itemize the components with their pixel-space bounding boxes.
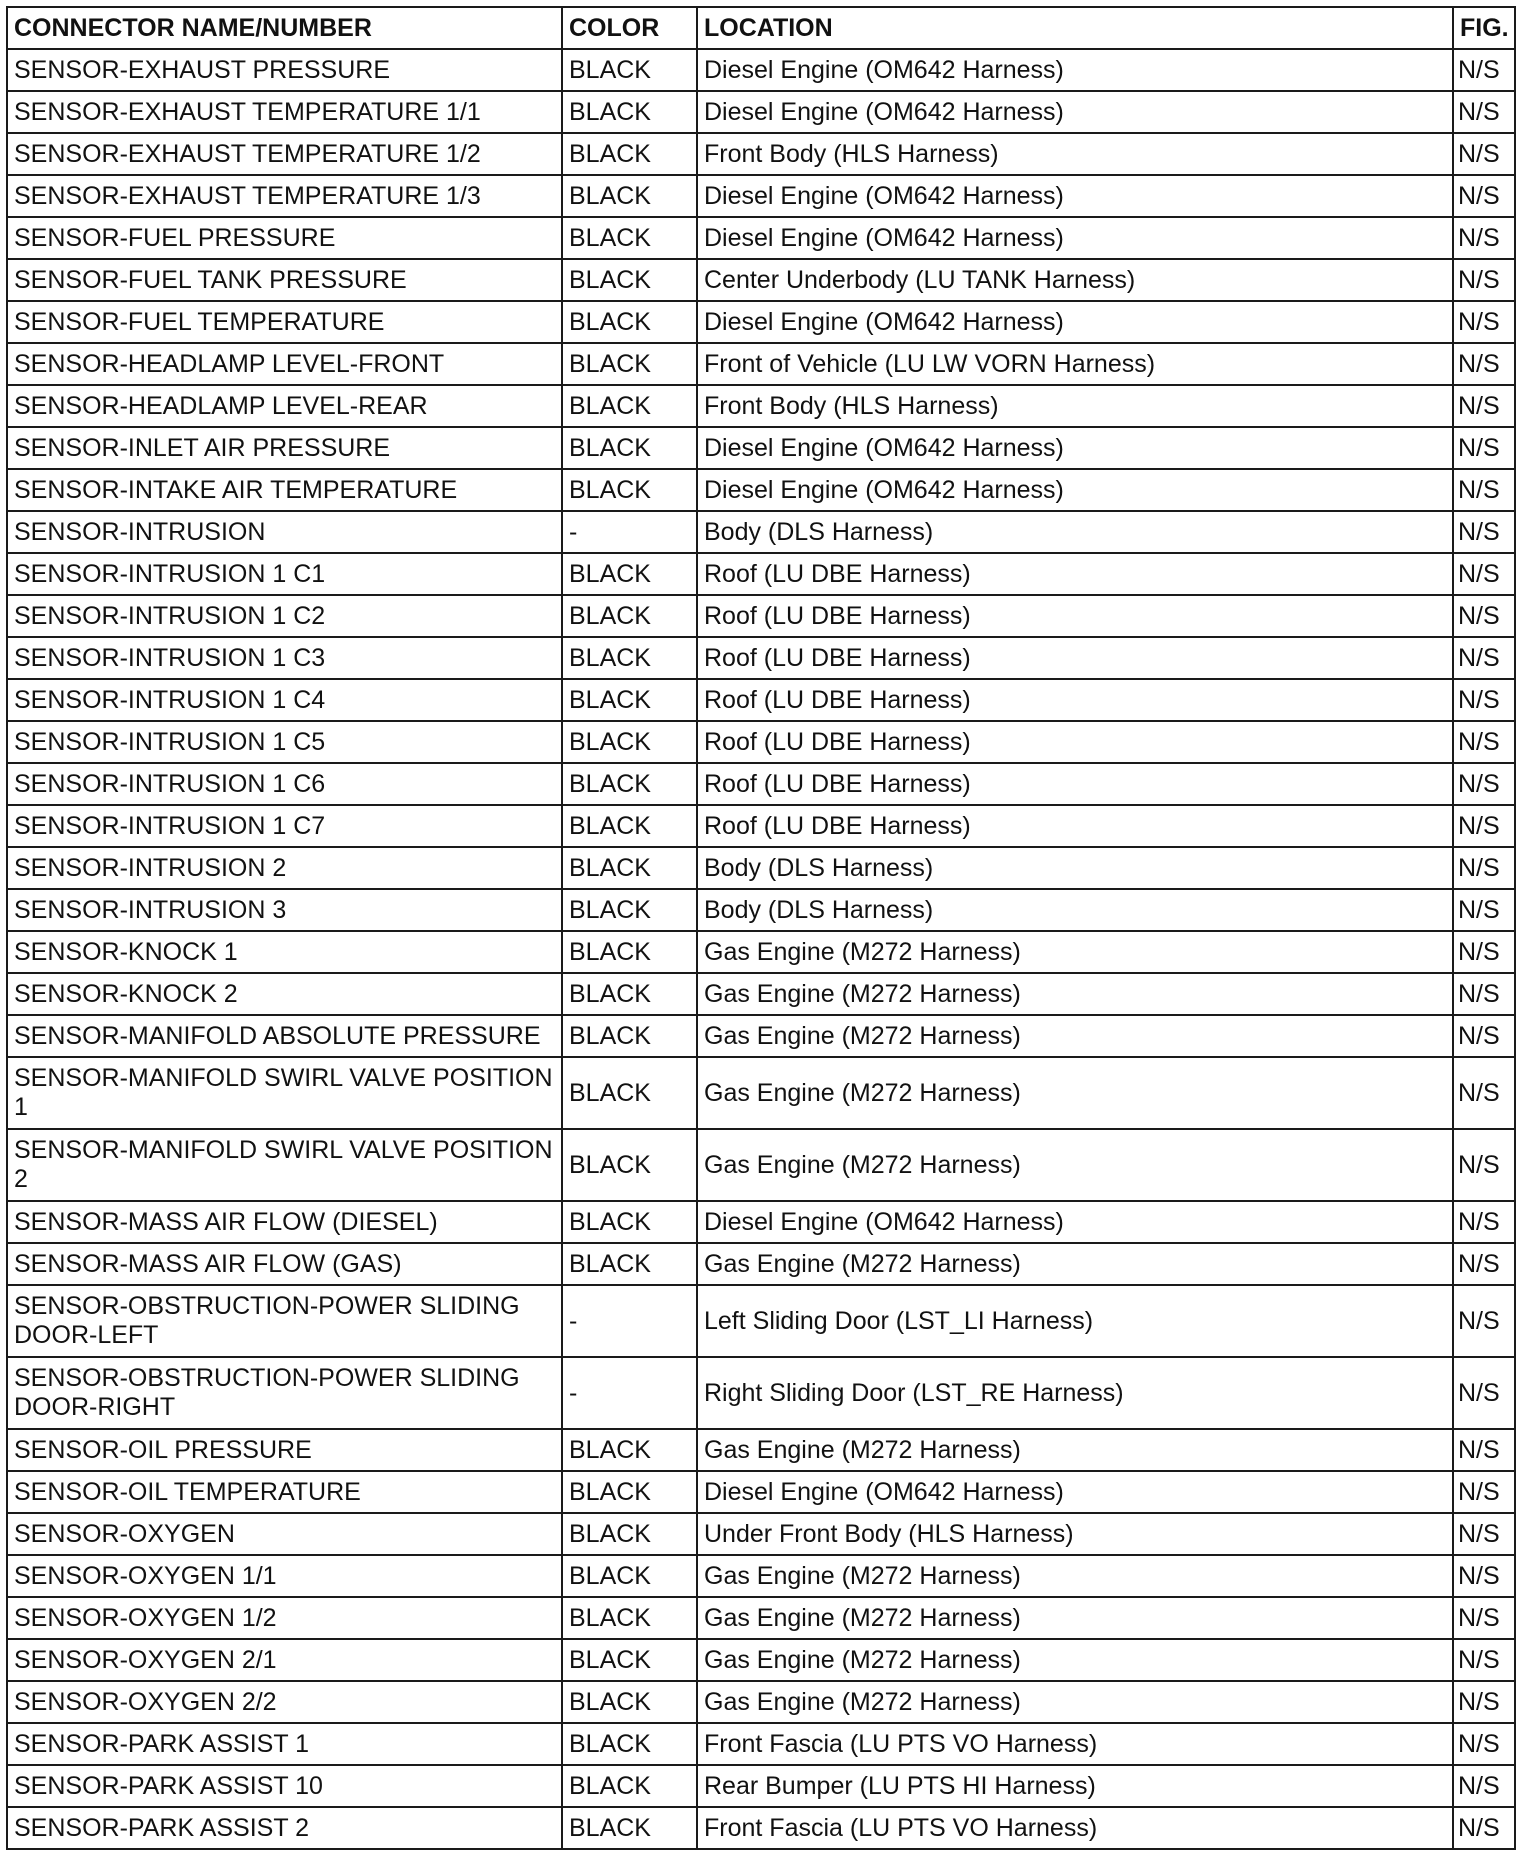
table-row bbox=[7, 343, 1515, 385]
cell-fig: N/S bbox=[1453, 679, 1515, 721]
header-row bbox=[7, 7, 1515, 49]
cell-fig: N/S bbox=[1453, 1639, 1515, 1681]
cell-connector-name: SENSOR-MASS AIR FLOW (GAS) bbox=[7, 1243, 562, 1285]
header-location: LOCATION bbox=[697, 7, 1453, 49]
cell-fig: N/S bbox=[1453, 805, 1515, 847]
cell-fig: N/S bbox=[1453, 1513, 1515, 1555]
table-row bbox=[7, 511, 1515, 553]
cell-fig: N/S bbox=[1453, 217, 1515, 259]
cell-color: BLACK bbox=[562, 553, 697, 595]
cell-color: BLACK bbox=[562, 1513, 697, 1555]
cell-fig: N/S bbox=[1453, 1765, 1515, 1807]
cell-connector-name: SENSOR-FUEL PRESSURE bbox=[7, 217, 562, 259]
cell-location: Roof (LU DBE Harness) bbox=[697, 679, 1453, 721]
cell-location: Roof (LU DBE Harness) bbox=[697, 637, 1453, 679]
table-row bbox=[7, 385, 1515, 427]
cell-connector-name: SENSOR-FUEL TANK PRESSURE bbox=[7, 259, 562, 301]
cell-location: Roof (LU DBE Harness) bbox=[697, 553, 1453, 595]
cell-location: Diesel Engine (OM642 Harness) bbox=[697, 469, 1453, 511]
cell-location: Gas Engine (M272 Harness) bbox=[697, 1639, 1453, 1681]
cell-fig: N/S bbox=[1453, 973, 1515, 1015]
table-row bbox=[7, 889, 1515, 931]
cell-location: Diesel Engine (OM642 Harness) bbox=[697, 175, 1453, 217]
table-row bbox=[7, 973, 1515, 1015]
cell-color: BLACK bbox=[562, 259, 697, 301]
cell-connector-name: SENSOR-PARK ASSIST 2 bbox=[7, 1807, 562, 1849]
cell-fig: N/S bbox=[1453, 721, 1515, 763]
cell-fig: N/S bbox=[1453, 343, 1515, 385]
table-row bbox=[7, 1555, 1515, 1597]
cell-color: BLACK bbox=[562, 427, 697, 469]
cell-location: Front Fascia (LU PTS VO Harness) bbox=[697, 1807, 1453, 1849]
cell-connector-name: SENSOR-MANIFOLD SWIRL VALVE POSITION 2 bbox=[7, 1129, 562, 1201]
cell-connector-name: SENSOR-INTRUSION 1 C4 bbox=[7, 679, 562, 721]
cell-fig: N/S bbox=[1453, 1807, 1515, 1849]
cell-connector-name: SENSOR-INTRUSION 1 C2 bbox=[7, 595, 562, 637]
table-row bbox=[7, 49, 1515, 91]
table-row bbox=[7, 553, 1515, 595]
cell-location: Gas Engine (M272 Harness) bbox=[697, 1681, 1453, 1723]
cell-color: BLACK bbox=[562, 1129, 697, 1201]
cell-color: BLACK bbox=[562, 385, 697, 427]
cell-location: Roof (LU DBE Harness) bbox=[697, 763, 1453, 805]
cell-color: BLACK bbox=[562, 763, 697, 805]
cell-fig: N/S bbox=[1453, 847, 1515, 889]
cell-location: Diesel Engine (OM642 Harness) bbox=[697, 217, 1453, 259]
cell-color: - bbox=[562, 1285, 697, 1357]
cell-color: BLACK bbox=[562, 301, 697, 343]
cell-fig: N/S bbox=[1453, 1681, 1515, 1723]
cell-color: BLACK bbox=[562, 805, 697, 847]
cell-fig: N/S bbox=[1453, 1243, 1515, 1285]
cell-connector-name: SENSOR-OXYGEN bbox=[7, 1513, 562, 1555]
cell-color: BLACK bbox=[562, 49, 697, 91]
table-row bbox=[7, 1597, 1515, 1639]
cell-color: BLACK bbox=[562, 1597, 697, 1639]
cell-location: Under Front Body (HLS Harness) bbox=[697, 1513, 1453, 1555]
cell-connector-name: SENSOR-INLET AIR PRESSURE bbox=[7, 427, 562, 469]
cell-location: Gas Engine (M272 Harness) bbox=[697, 1015, 1453, 1057]
cell-location: Diesel Engine (OM642 Harness) bbox=[697, 1471, 1453, 1513]
table-row bbox=[7, 1129, 1515, 1201]
cell-location: Gas Engine (M272 Harness) bbox=[697, 931, 1453, 973]
table-row bbox=[7, 1201, 1515, 1243]
cell-fig: N/S bbox=[1453, 1471, 1515, 1513]
cell-fig: N/S bbox=[1453, 637, 1515, 679]
cell-connector-name: SENSOR-KNOCK 1 bbox=[7, 931, 562, 973]
table-row bbox=[7, 763, 1515, 805]
cell-fig: N/S bbox=[1453, 1357, 1515, 1429]
table-row bbox=[7, 679, 1515, 721]
cell-location: Right Sliding Door (LST_RE Harness) bbox=[697, 1357, 1453, 1429]
cell-location: Gas Engine (M272 Harness) bbox=[697, 1243, 1453, 1285]
cell-location: Gas Engine (M272 Harness) bbox=[697, 973, 1453, 1015]
table-row bbox=[7, 595, 1515, 637]
cell-connector-name: SENSOR-OXYGEN 2/1 bbox=[7, 1639, 562, 1681]
cell-location: Rear Bumper (LU PTS HI Harness) bbox=[697, 1765, 1453, 1807]
cell-fig: N/S bbox=[1453, 1429, 1515, 1471]
cell-connector-name: SENSOR-OIL PRESSURE bbox=[7, 1429, 562, 1471]
cell-connector-name: SENSOR-PARK ASSIST 1 bbox=[7, 1723, 562, 1765]
cell-connector-name: SENSOR-FUEL TEMPERATURE bbox=[7, 301, 562, 343]
header-fig: FIG. bbox=[1453, 7, 1515, 49]
table-row bbox=[7, 301, 1515, 343]
table-row bbox=[7, 1639, 1515, 1681]
cell-connector-name: SENSOR-EXHAUST TEMPERATURE 1/2 bbox=[7, 133, 562, 175]
table-row bbox=[7, 1807, 1515, 1849]
cell-fig: N/S bbox=[1453, 133, 1515, 175]
table-body bbox=[7, 49, 1515, 1849]
cell-connector-name: SENSOR-INTRUSION 2 bbox=[7, 847, 562, 889]
cell-fig: N/S bbox=[1453, 91, 1515, 133]
cell-fig: N/S bbox=[1453, 1723, 1515, 1765]
cell-connector-name: SENSOR-HEADLAMP LEVEL-FRONT bbox=[7, 343, 562, 385]
cell-location: Gas Engine (M272 Harness) bbox=[697, 1057, 1453, 1129]
cell-color: BLACK bbox=[562, 679, 697, 721]
cell-fig: N/S bbox=[1453, 175, 1515, 217]
cell-fig: N/S bbox=[1453, 889, 1515, 931]
cell-color: BLACK bbox=[562, 1723, 697, 1765]
cell-color: BLACK bbox=[562, 1639, 697, 1681]
cell-connector-name: SENSOR-EXHAUST TEMPERATURE 1/1 bbox=[7, 91, 562, 133]
cell-color: BLACK bbox=[562, 637, 697, 679]
cell-location: Body (DLS Harness) bbox=[697, 847, 1453, 889]
table-row bbox=[7, 1057, 1515, 1129]
cell-color: BLACK bbox=[562, 931, 697, 973]
table-row bbox=[7, 847, 1515, 889]
table-row bbox=[7, 1471, 1515, 1513]
cell-connector-name: SENSOR-KNOCK 2 bbox=[7, 973, 562, 1015]
cell-color: BLACK bbox=[562, 175, 697, 217]
cell-fig: N/S bbox=[1453, 301, 1515, 343]
cell-color: BLACK bbox=[562, 217, 697, 259]
cell-fig: N/S bbox=[1453, 1555, 1515, 1597]
table-header bbox=[7, 7, 1515, 49]
cell-color: BLACK bbox=[562, 469, 697, 511]
connector-table bbox=[6, 6, 1516, 1850]
cell-color: BLACK bbox=[562, 889, 697, 931]
cell-location: Gas Engine (M272 Harness) bbox=[697, 1429, 1453, 1471]
cell-connector-name: SENSOR-MANIFOLD ABSOLUTE PRESSURE bbox=[7, 1015, 562, 1057]
cell-color: BLACK bbox=[562, 1681, 697, 1723]
cell-connector-name: SENSOR-OBSTRUCTION-POWER SLIDING DOOR-RIGHT bbox=[7, 1357, 562, 1429]
cell-location: Roof (LU DBE Harness) bbox=[697, 805, 1453, 847]
cell-color: BLACK bbox=[562, 1471, 697, 1513]
cell-fig: N/S bbox=[1453, 49, 1515, 91]
cell-connector-name: SENSOR-INTRUSION 1 C7 bbox=[7, 805, 562, 847]
cell-fig: N/S bbox=[1453, 511, 1515, 553]
cell-fig: N/S bbox=[1453, 1015, 1515, 1057]
table-row bbox=[7, 133, 1515, 175]
cell-color: BLACK bbox=[562, 721, 697, 763]
cell-color: BLACK bbox=[562, 1243, 697, 1285]
cell-fig: N/S bbox=[1453, 1285, 1515, 1357]
table-row bbox=[7, 1243, 1515, 1285]
table-row bbox=[7, 1429, 1515, 1471]
table-row bbox=[7, 259, 1515, 301]
cell-connector-name: SENSOR-OXYGEN 2/2 bbox=[7, 1681, 562, 1723]
cell-fig: N/S bbox=[1453, 1129, 1515, 1201]
cell-fig: N/S bbox=[1453, 763, 1515, 805]
cell-connector-name: SENSOR-INTRUSION 1 C1 bbox=[7, 553, 562, 595]
cell-connector-name: SENSOR-OIL TEMPERATURE bbox=[7, 1471, 562, 1513]
table-row bbox=[7, 91, 1515, 133]
cell-location: Front Body (HLS Harness) bbox=[697, 133, 1453, 175]
cell-connector-name: SENSOR-INTAKE AIR TEMPERATURE bbox=[7, 469, 562, 511]
cell-location: Roof (LU DBE Harness) bbox=[697, 595, 1453, 637]
table-row bbox=[7, 427, 1515, 469]
cell-location: Diesel Engine (OM642 Harness) bbox=[697, 1201, 1453, 1243]
cell-location: Gas Engine (M272 Harness) bbox=[697, 1555, 1453, 1597]
cell-fig: N/S bbox=[1453, 595, 1515, 637]
cell-location: Front Fascia (LU PTS VO Harness) bbox=[697, 1723, 1453, 1765]
cell-color: BLACK bbox=[562, 1765, 697, 1807]
cell-connector-name: SENSOR-INTRUSION 3 bbox=[7, 889, 562, 931]
cell-color: BLACK bbox=[562, 847, 697, 889]
cell-connector-name: SENSOR-OXYGEN 1/1 bbox=[7, 1555, 562, 1597]
cell-location: Diesel Engine (OM642 Harness) bbox=[697, 427, 1453, 469]
cell-location: Gas Engine (M272 Harness) bbox=[697, 1129, 1453, 1201]
cell-fig: N/S bbox=[1453, 385, 1515, 427]
cell-location: Front of Vehicle (LU LW VORN Harness) bbox=[697, 343, 1453, 385]
cell-fig: N/S bbox=[1453, 931, 1515, 973]
cell-connector-name: SENSOR-INTRUSION 1 C6 bbox=[7, 763, 562, 805]
table-row bbox=[7, 805, 1515, 847]
cell-location: Front Body (HLS Harness) bbox=[697, 385, 1453, 427]
table-row bbox=[7, 1723, 1515, 1765]
cell-fig: N/S bbox=[1453, 1597, 1515, 1639]
table-row bbox=[7, 217, 1515, 259]
cell-connector-name: SENSOR-INTRUSION 1 C5 bbox=[7, 721, 562, 763]
cell-connector-name: SENSOR-HEADLAMP LEVEL-REAR bbox=[7, 385, 562, 427]
cell-location: Body (DLS Harness) bbox=[697, 889, 1453, 931]
table-row bbox=[7, 1285, 1515, 1357]
table-row bbox=[7, 931, 1515, 973]
cell-fig: N/S bbox=[1453, 469, 1515, 511]
table-row bbox=[7, 1015, 1515, 1057]
cell-color: BLACK bbox=[562, 1429, 697, 1471]
cell-connector-name: SENSOR-MANIFOLD SWIRL VALVE POSITION 1 bbox=[7, 1057, 562, 1129]
cell-color: BLACK bbox=[562, 1807, 697, 1849]
cell-fig: N/S bbox=[1453, 1057, 1515, 1129]
cell-color: BLACK bbox=[562, 343, 697, 385]
cell-fig: N/S bbox=[1453, 1201, 1515, 1243]
table-row bbox=[7, 469, 1515, 511]
table-row bbox=[7, 637, 1515, 679]
table-row bbox=[7, 1357, 1515, 1429]
cell-location: Gas Engine (M272 Harness) bbox=[697, 1597, 1453, 1639]
cell-color: BLACK bbox=[562, 91, 697, 133]
cell-location: Diesel Engine (OM642 Harness) bbox=[697, 49, 1453, 91]
cell-color: - bbox=[562, 511, 697, 553]
cell-connector-name: SENSOR-INTRUSION 1 C3 bbox=[7, 637, 562, 679]
cell-connector-name: SENSOR-INTRUSION bbox=[7, 511, 562, 553]
cell-color: BLACK bbox=[562, 1555, 697, 1597]
cell-connector-name: SENSOR-PARK ASSIST 10 bbox=[7, 1765, 562, 1807]
cell-location: Roof (LU DBE Harness) bbox=[697, 721, 1453, 763]
cell-color: BLACK bbox=[562, 973, 697, 1015]
cell-connector-name: SENSOR-OBSTRUCTION-POWER SLIDING DOOR-LEFT bbox=[7, 1285, 562, 1357]
table-row bbox=[7, 175, 1515, 217]
cell-color: BLACK bbox=[562, 133, 697, 175]
cell-color: BLACK bbox=[562, 1201, 697, 1243]
cell-connector-name: SENSOR-MASS AIR FLOW (DIESEL) bbox=[7, 1201, 562, 1243]
cell-location: Body (DLS Harness) bbox=[697, 511, 1453, 553]
table-row bbox=[7, 1513, 1515, 1555]
table-row bbox=[7, 1765, 1515, 1807]
cell-location: Left Sliding Door (LST_LI Harness) bbox=[697, 1285, 1453, 1357]
header-connector-name: CONNECTOR NAME/NUMBER bbox=[7, 7, 562, 49]
table-row bbox=[7, 721, 1515, 763]
header-color: COLOR bbox=[562, 7, 697, 49]
cell-connector-name: SENSOR-OXYGEN 1/2 bbox=[7, 1597, 562, 1639]
cell-color: - bbox=[562, 1357, 697, 1429]
cell-connector-name: SENSOR-EXHAUST PRESSURE bbox=[7, 49, 562, 91]
cell-connector-name: SENSOR-EXHAUST TEMPERATURE 1/3 bbox=[7, 175, 562, 217]
cell-location: Center Underbody (LU TANK Harness) bbox=[697, 259, 1453, 301]
cell-fig: N/S bbox=[1453, 259, 1515, 301]
cell-location: Diesel Engine (OM642 Harness) bbox=[697, 91, 1453, 133]
cell-color: BLACK bbox=[562, 1057, 697, 1129]
table-row bbox=[7, 1681, 1515, 1723]
cell-color: BLACK bbox=[562, 1015, 697, 1057]
cell-fig: N/S bbox=[1453, 553, 1515, 595]
cell-fig: N/S bbox=[1453, 427, 1515, 469]
cell-color: BLACK bbox=[562, 595, 697, 637]
cell-location: Diesel Engine (OM642 Harness) bbox=[697, 301, 1453, 343]
